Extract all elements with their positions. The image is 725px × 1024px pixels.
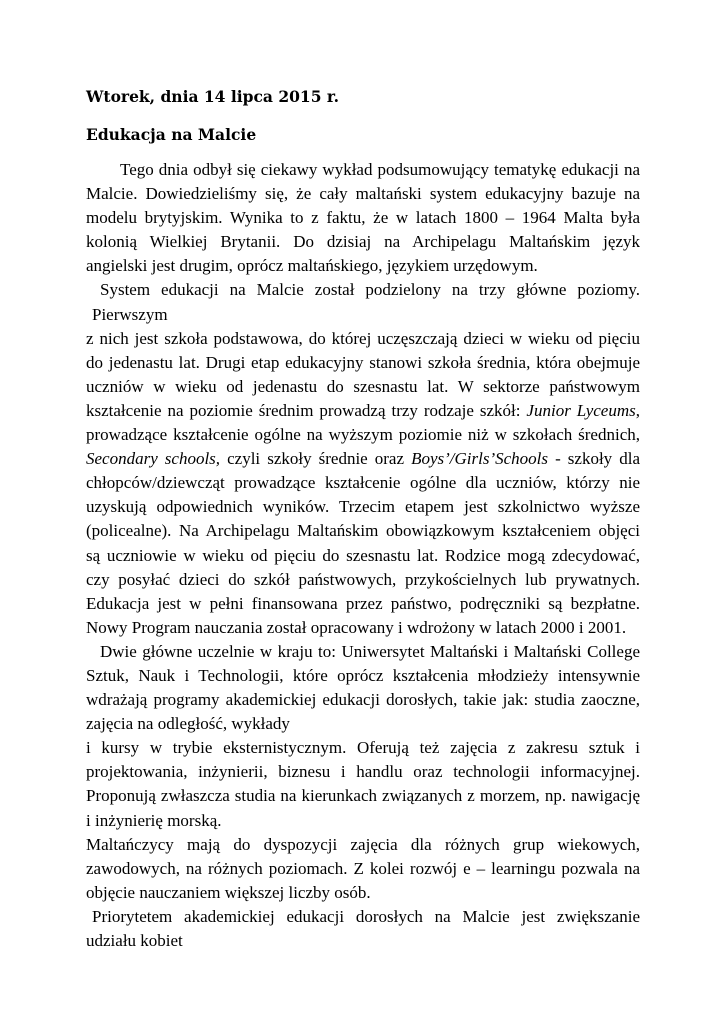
- text-line: [86, 254, 640, 278]
- text-line: [86, 881, 640, 905]
- text-run: projektowania, inżynierii, biznesu i handlu oraz technologii informacyjnej.: [86, 762, 640, 782]
- text-line: [86, 592, 640, 616]
- text-line: [86, 833, 640, 857]
- text-run: są uczniowie w wieku od pięciu do szesnastu lat. Rodzice mogą zdecydować,: [86, 545, 640, 565]
- document-content: [86, 86, 640, 953]
- text-line: [86, 544, 640, 568]
- text-run: Dwie główne uczelnie w kraju to: Uniwersytet Maltański i Maltański College: [100, 641, 640, 661]
- text-run: Malcie. Dowiedzieliśmy się, że cały maltański system edukacyjny bazuje na: [86, 184, 640, 204]
- text-run: kształcenie na poziomie średnim prowadzą trzy rodzaje szkół:: [86, 400, 527, 420]
- text-line: [86, 495, 640, 519]
- text-run: czyli szkoły średnie oraz: [220, 449, 412, 469]
- text-run: kolonią Wielkiej Brytanii. Do dzisiaj na Archipelagu Maltańskim język: [86, 232, 640, 252]
- text-run: angielski jest drugim, oprócz maltańskiego, językiem urzędowym.: [86, 256, 538, 276]
- text-line: [86, 568, 640, 592]
- text-line: [86, 447, 640, 471]
- text-run: do jedenastu lat. Drugi etap edukacyjny stanowi szkoła średnia, która obejmuje: [86, 352, 640, 372]
- text-run: Proponują zwłaszcza studia na kierunkach związanych z morzem, np. nawigację: [86, 786, 640, 806]
- text-run: objęcie nauczaniem większej liczby osób.: [86, 882, 371, 902]
- text-line: [86, 423, 640, 447]
- body-text: [86, 158, 640, 953]
- text-line: [86, 857, 640, 881]
- text-run: Maltańczycy mają do dyspozycji zajęcia dla różnych grup wiekowych,: [86, 834, 640, 854]
- date-heading: Wtorek, dnia 14 lipca 2015 r.: [86, 87, 340, 106]
- text-run: prowadzące kształcenie ogólne na wyższym poziomie niż w szkołach średnich,: [86, 425, 640, 445]
- text-line: [86, 784, 640, 808]
- text-run: Tego dnia odbył się ciekawy wykład podsumowujący tematykę edukacji na: [120, 160, 640, 179]
- text-run: (policealne). Na Archipelagu Maltańskim obowiązkowym kształceniem objęci: [86, 521, 640, 541]
- text-line: [86, 158, 640, 182]
- text-line: [86, 375, 640, 399]
- text-line: [86, 351, 640, 375]
- text-line: [86, 303, 640, 327]
- text-line: [86, 327, 640, 351]
- text-line: [86, 616, 640, 640]
- text-line: [86, 206, 640, 230]
- text-run: ,: [635, 400, 640, 420]
- text-run: i kursy w trybie eksternistycznym. Oferują też zajęcia z zakresu sztuk i: [86, 738, 640, 758]
- italic-term: Boys’/Girls’Schools: [411, 449, 549, 469]
- text-line: [86, 688, 640, 712]
- text-run: czy posyłać dzieci do szkół państwowych, przykościelnych lub prywatnych.: [86, 569, 640, 589]
- text-run: uczniów w wieku od jedenastu do szesnastu lat. W sektorze państwowym: [86, 376, 640, 396]
- text-run: chłopców/dziewcząt prowadzące kształcenie ogólne dla uczniów, którzy nie: [86, 473, 640, 493]
- text-line: [86, 736, 640, 760]
- text-run: zawodowych, na różnych poziomach. Z kolei rozwój e – learningu pozwala na: [86, 858, 640, 878]
- text-run: Sztuk, Nauk i Technologii, które oprócz kształcenia młodzieży intensywnie: [86, 665, 640, 685]
- text-line: [86, 712, 640, 736]
- section-title: Edukacja na Malcie: [86, 125, 257, 144]
- text-run: Priorytetem akademickiej edukacji dorosłych na Malcie jest zwiększanie: [92, 906, 640, 926]
- italic-term: Junior Lyceums: [526, 400, 636, 420]
- text-line: [86, 230, 640, 254]
- text-run: System edukacji na Malcie został podzielony na trzy główne poziomy.: [100, 280, 640, 300]
- text-line: [86, 399, 640, 423]
- text-run: uzyskują odpowiednich wyników. Trzecim etapem jest szkolnictwo wyższe: [86, 497, 640, 517]
- text-line: [86, 640, 640, 664]
- text-line: [86, 278, 640, 302]
- text-run: Pierwszym: [92, 304, 168, 324]
- text-run: udziału kobiet: [86, 931, 183, 950]
- text-line: [86, 905, 640, 929]
- text-line: [86, 182, 640, 206]
- text-line: [86, 664, 640, 688]
- text-run: z nich jest szkoła podstawowa, do której uczęszczają dzieci w wieku od pięciu: [86, 328, 640, 348]
- italic-term: Secondary schools,: [86, 449, 221, 469]
- text-run: i inżynierię morską.: [86, 810, 222, 830]
- text-line: [86, 471, 640, 495]
- text-run: - szkoły dla: [548, 449, 640, 469]
- text-line: [86, 519, 640, 543]
- text-line: [86, 809, 640, 833]
- text-run: wdrażają programy akademickiej edukacji dorosłych, takie jak: studia zaoczne,: [86, 690, 640, 710]
- text-run: zajęcia na odległość, wykłady: [86, 714, 290, 734]
- text-line: [86, 760, 640, 784]
- text-run: Edukacja jest w pełni finansowana przez państwo, podręczniki są bezpłatne.: [86, 593, 640, 613]
- text-run: modelu brytyjskim. Wynika to z faktu, że w latach 1800 – 1964 Malta była: [86, 208, 640, 228]
- text-run: Nowy Program nauczania został opracowany i wdrożony w latach 2000 i 2001.: [86, 617, 627, 637]
- text-line: [86, 929, 640, 953]
